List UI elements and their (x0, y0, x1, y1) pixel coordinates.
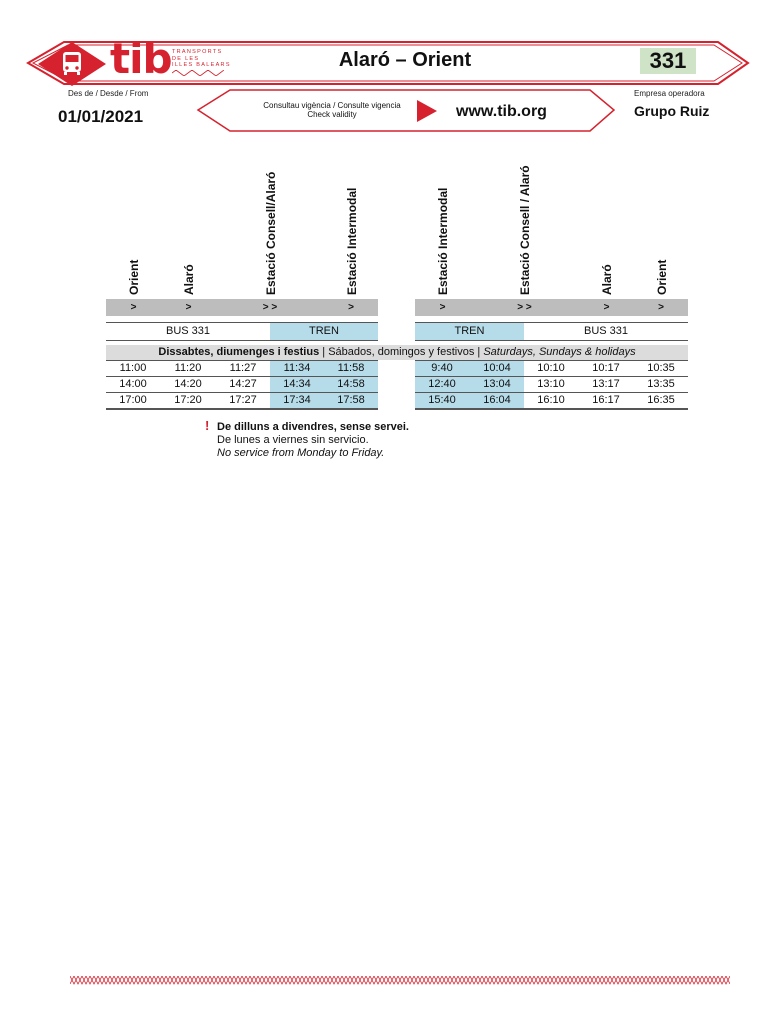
logo-wave-decoration (172, 70, 224, 76)
route-title: Alaró – Orient (338, 49, 472, 71)
direction-arrow: > (185, 302, 192, 313)
service-bus: BUS 331 (583, 325, 629, 337)
time-cell: 13:04 (483, 378, 511, 390)
valid-from-label: Des de / Desde / From (68, 89, 149, 98)
time-cell: 13:10 (537, 378, 565, 390)
direction-arrow: > (439, 302, 446, 313)
row-rule (415, 392, 688, 393)
time-cell: 17:58 (337, 394, 365, 406)
direction-arrow: > > (262, 302, 278, 313)
time-cell: 17:20 (174, 394, 202, 406)
rule (106, 408, 378, 410)
time-cell: 11:27 (229, 362, 257, 374)
validity-text: Consultau vigència / Consulte vigencia Check validity (263, 101, 401, 119)
footer-wave-decoration (70, 976, 730, 986)
direction-arrow: > (658, 302, 664, 313)
day-type-band: Dissabtes, diumenges i festius | Sábados, domingos y festivos | Saturdays, Sundays & holidays (106, 345, 688, 360)
direction-arrow: > (603, 302, 610, 313)
row-rule (415, 376, 688, 377)
time-cell: 17:34 (283, 394, 311, 406)
stop-header: Alaró (600, 264, 614, 295)
time-cell: 16:35 (647, 394, 675, 406)
tib-logo: tib (110, 34, 172, 83)
time-cell: 10:35 (647, 362, 675, 374)
time-cell: 13:17 (592, 378, 620, 390)
operator-label: Empresa operadora (634, 89, 705, 98)
row-rule (106, 376, 378, 377)
time-cell: 14:20 (174, 378, 202, 390)
time-cell: 17:00 (119, 394, 147, 406)
route-number: 331 (640, 48, 696, 74)
operator-name: Grupo Ruiz (634, 103, 710, 119)
bus-icon (36, 40, 108, 88)
time-cell: 14:58 (337, 378, 365, 390)
time-cell: 16:04 (483, 394, 511, 406)
stop-header: Estació Consell/Alaró (264, 171, 278, 295)
stop-header: Orient (127, 259, 141, 295)
time-cell: 16:10 (537, 394, 565, 406)
stop-header: Estació Consell / Alaró (518, 165, 532, 295)
time-cell: 11:20 (174, 362, 202, 374)
time-cell: 11:34 (283, 362, 311, 374)
row-rule (106, 392, 378, 393)
service-train: TREN (270, 323, 378, 340)
time-cell: 14:00 (119, 378, 147, 390)
time-cell: 15:40 (428, 394, 456, 406)
valid-from-date: 01/01/2021 (58, 107, 144, 126)
service-note: De dilluns a divendres, sense servei. De lunes a viernes sin servicio. No service from Monday to Friday. (217, 421, 409, 459)
time-cell: 13:35 (647, 378, 675, 390)
direction-arrow: > > (517, 302, 532, 313)
stop-header: Alaró (182, 264, 196, 295)
time-cell: 10:17 (592, 362, 620, 374)
website-link[interactable]: www.tib.org (456, 103, 547, 120)
service-train: TREN (415, 323, 524, 340)
time-cell: 10:04 (483, 362, 511, 374)
time-cell: 14:27 (229, 378, 257, 390)
play-arrow-icon (416, 99, 438, 123)
row-rule (415, 360, 688, 361)
rule (106, 340, 378, 341)
time-cell: 17:27 (229, 394, 257, 406)
stop-header: Estació Intermodal (436, 187, 450, 295)
time-cell: 11:58 (337, 362, 365, 374)
tib-logo-tagline: TRANSPORTS DE LES ILLES BALEARS (172, 49, 231, 68)
time-cell: 14:34 (283, 378, 311, 390)
time-cell: 10:10 (537, 362, 565, 374)
time-cell: 12:40 (428, 378, 456, 390)
time-cell: 9:40 (431, 362, 453, 374)
direction-arrow: > (130, 302, 137, 313)
direction-arrow: > (348, 302, 354, 313)
time-cell: 11:00 (119, 362, 147, 374)
stop-header: Orient (655, 259, 669, 295)
service-bus: BUS 331 (165, 325, 211, 337)
time-cell: 16:17 (592, 394, 620, 406)
stop-header: Estació Intermodal (345, 187, 359, 295)
rule (415, 408, 688, 410)
rule (415, 340, 688, 341)
row-rule (106, 360, 378, 361)
warning-mark: ! (205, 418, 210, 433)
